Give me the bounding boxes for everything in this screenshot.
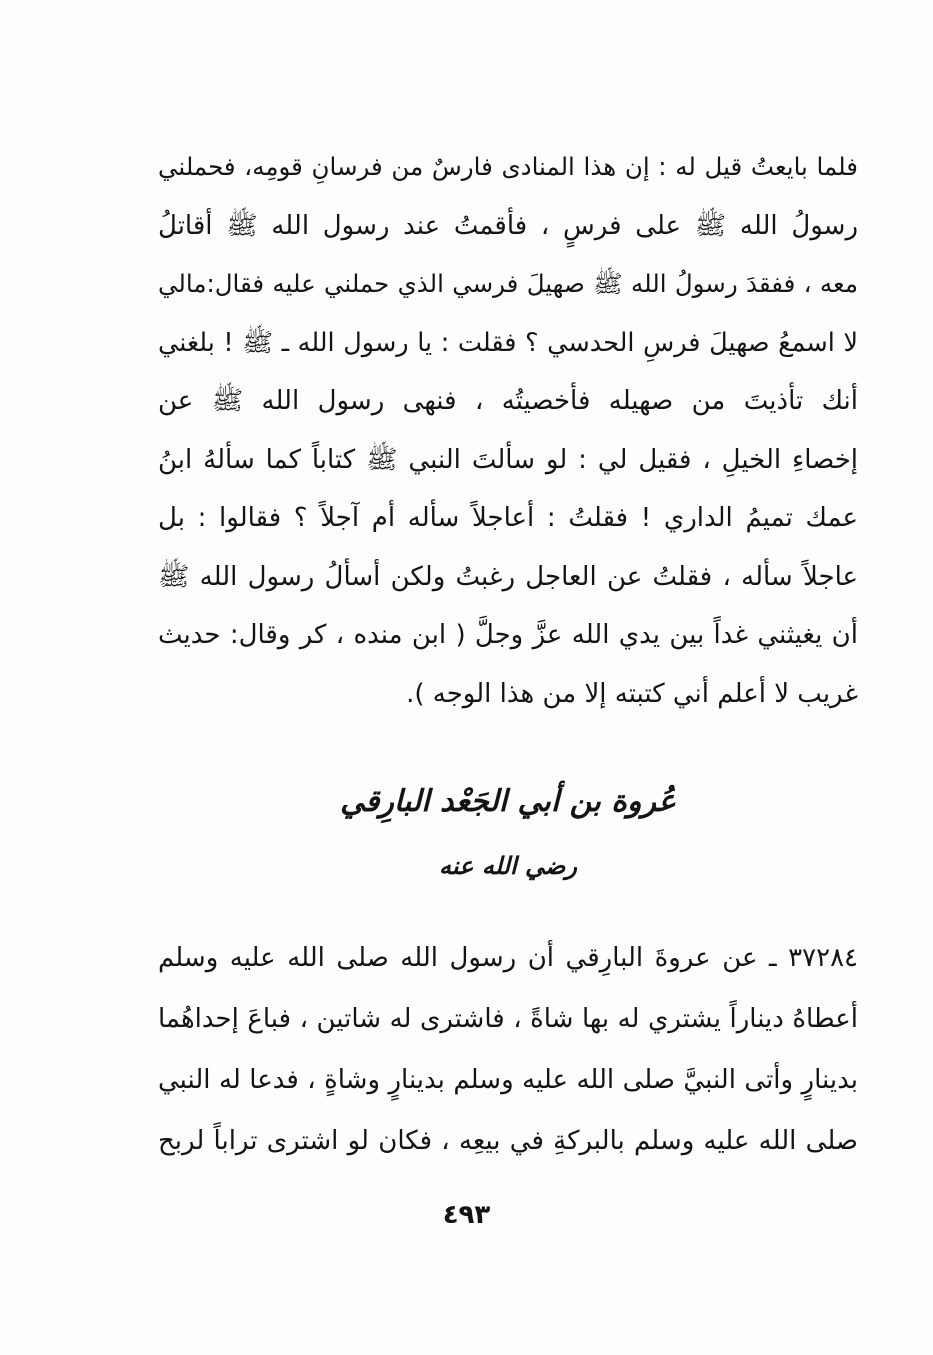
text-line: عاجلاً سأله ، فقلتُ عن العاجل رغبتُ ولكن أسألُ رسول الله ﷺ <box>158 561 858 592</box>
text-line: عمك تميمُ الداري ! فقلتُ : أعاجلاً سأله أم آجلاً ؟ فقالوا : بل <box>158 503 858 533</box>
section-title: عُروة بن أبي الجَعْد البارِقي <box>340 784 676 819</box>
text-line: إخصاءِ الخيلِ ، فقيل لي : لو سألتَ النبي ﷺ كتاباً كما سألهُ ابنُ <box>158 444 858 475</box>
text-line: رسولُ الله ﷺ على فرسٍ ، فأقمتُ عند رسول الله ﷺ أقاتلُ <box>158 210 858 241</box>
text-line: لا اسمعُ صهيلَ فرسِ الحدسي ؟ فقلت : يا رسول الله ـ ﷺ ! بلغني <box>158 327 858 358</box>
page-number: ٤٩٣ <box>442 1200 491 1230</box>
hadith-paragraph-2 <box>158 928 858 1172</box>
section-subtitle: رضي الله عنه <box>439 851 577 880</box>
text-line: أعطاهُ ديناراً يشتري له بها شاةً ، فاشترى له شاتين ، فباعَ إحداهُما <box>158 1004 858 1034</box>
text-line: أن يغيثني غداً بين يدي الله عزَّ وجلَّ ( ابن منده ، كر وقال: حديث <box>158 620 858 650</box>
text-line: صلى الله عليه وسلم بالبركةِ في بيعِه ، فكان لو اشترى تراباً لربح <box>158 1126 858 1156</box>
text-line: فلما بايعتُ قيل له : إن هذا المنادى فارسٌ من فرسانِ قومِه، فحملني <box>158 152 858 181</box>
text-line: أنك تأذيتَ من صهيله فأخصيتُه ، فنهى رسول الله ﷺ عن <box>158 386 858 416</box>
hadith-paragraph-1 <box>158 138 858 723</box>
text-line: بدينارٍ وأتى النبيَّ صلى الله عليه وسلم بدينارٍ وشاةٍ ، فدعا له النبي <box>158 1065 858 1095</box>
text-line: معه ، ففقدَ رسولُ الله ﷺ صهيلَ فرسي الذي حملني عليه فقال:مالي <box>158 269 858 298</box>
text-line: غريب لا أعلم أني كتبته إلا من هذا الوجه ). <box>406 678 858 709</box>
text-line: ٣٧٢٨٤ ـ عن عروةَ البارِقي أن رسول الله صلى الله عليه وسلم <box>158 943 858 973</box>
